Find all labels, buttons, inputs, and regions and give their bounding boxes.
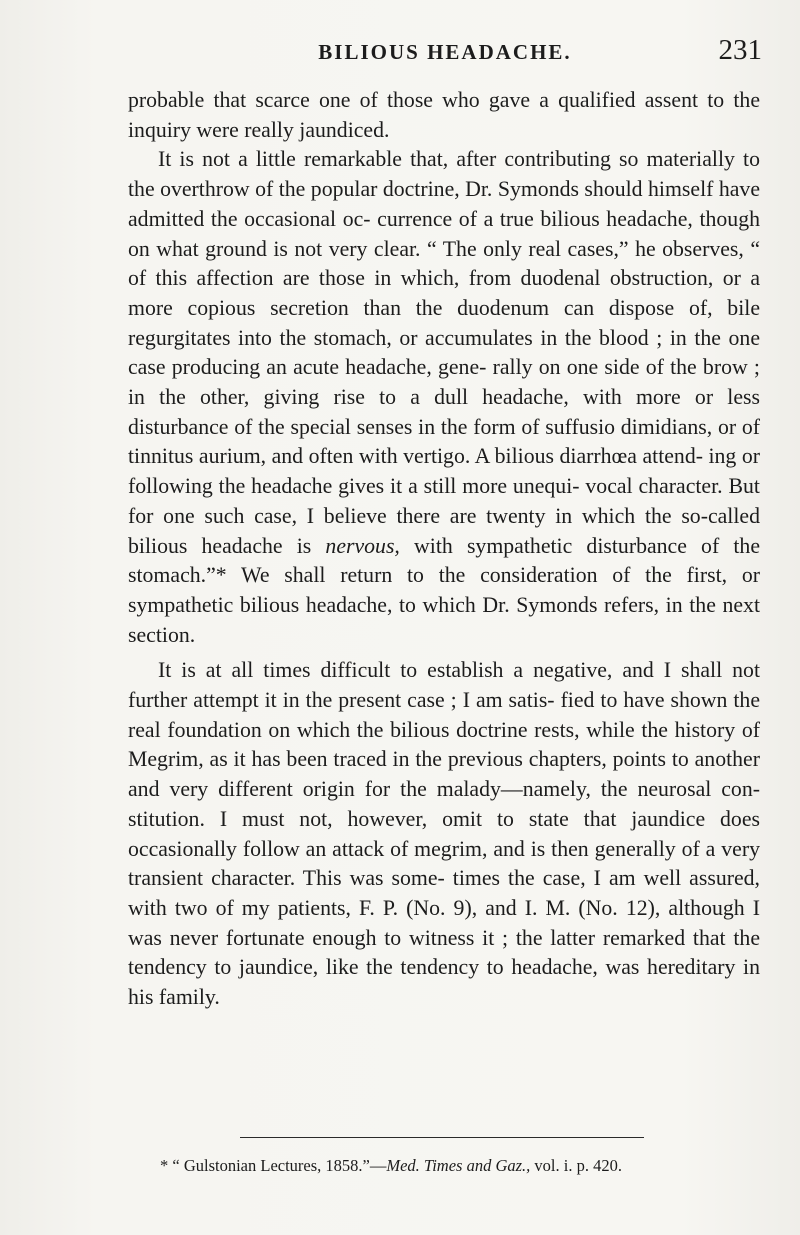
footnote-marker: *: [160, 1156, 169, 1175]
running-head: [128, 36, 762, 76]
footnote-citation: “ Gulstonian Lectures, 1858.”—: [168, 1156, 387, 1175]
paragraph-text: It is not a little remarkable that, after contributing so materially to the overthrow of the popular doctrine, Dr. Symonds should himself have admitted the occasional oc- currence of a true bilious headache, though on what ground is not very clear. “ The only real cases,” he observes, “ of this affection are those in which, from duodenal obstruction, or a more copious secretion than the duodenum can dispose of, bile regurgitates into the stomach, or accumulates in the blood ; in the one case producing an acute headache, gene- rally on one side of the brow ; in the other, giving rise to a dull headache, with more or less disturbance of the special senses in the form of suffusio dimidians, or of tinnitus aurium, and often with vertigo. A bilious diarrhœa attend- ing or following the headache gives it a still more unequi- vocal character. But for one such case, I believe there are twenty in which the so-called bilious headache is: [128, 147, 760, 558]
running-title: BILIOUS HEADACHE.: [318, 40, 572, 64]
footnote: [160, 1155, 750, 1177]
paragraph-continuation: probable that scarce one of those who gave a qualified assent to the inquiry were really jaundiced.: [128, 88, 760, 142]
emphasis-nervous: nervous,: [325, 533, 400, 558]
page-number: 231: [718, 34, 762, 66]
footnote-divider: [240, 1137, 644, 1138]
footnote-source: Med. Times and Gaz.,: [386, 1156, 531, 1175]
paragraph-symonds-quote: [128, 145, 760, 650]
paragraph-text: with sympathetic disturbance of the stomach.”* We shall return to the consideration of the first, or sympathetic bilious headache, to which Dr. Symonds refers, in the next section.: [128, 533, 760, 647]
paragraph-negative: It is at all times difficult to establish a negative, and I shall not further attempt it in the present case ; I am satis- fied to have shown the real foundation on which the bilious doctrine rests, while the history of Megrim, as it has been traced in the previous chapters, points to another and very different origin for the malady—namely, the neurosal con- stitution. I must not, however, omit to state that jaundice does occasionally follow an attack of megrim, and is then generally of a very transient character. This was some- times the case, I am well assured, with two of my patients, F. P. (No. 9), and I. M. (No. 12), although I was never fortunate enough to witness it ; the latter remarked that the tendency to jaundice, like the tendency to headache, was hereditary in his family.: [128, 658, 760, 1010]
footnote-location: vol. i. p. 420.: [530, 1156, 622, 1175]
body-text: [128, 86, 760, 1013]
